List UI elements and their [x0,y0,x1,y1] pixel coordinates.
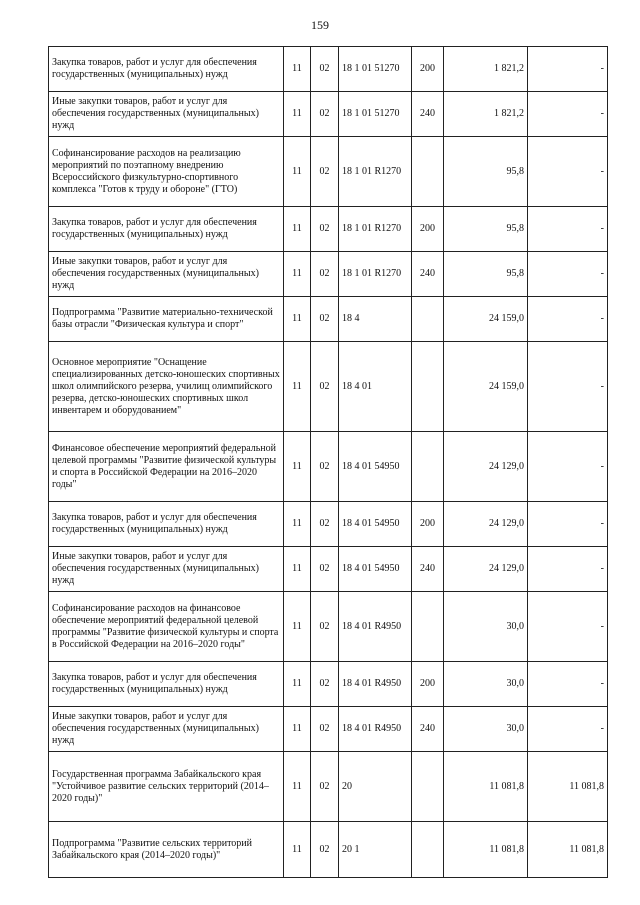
target-article-code: 18 4 [339,297,412,342]
row-name: Закупка товаров, работ и услуг для обеспечения государственных (муниципальных) нужд [49,662,284,707]
expense-type-code [412,137,444,207]
table-row [49,47,608,92]
section-code: 11 [284,252,311,297]
amount-total: 1 821,2 [444,92,528,137]
expense-type-code: 240 [412,707,444,752]
subsection-code: 02 [311,752,339,822]
row-name: Софинансирование расходов на реализацию мероприятий по поэтапному внедрению Всероссийского физкультурно-спортивного комплекса "Готов к труду и обороне" (ГТО) [49,137,284,207]
table-row [49,137,608,207]
row-name: Иные закупки товаров, работ и услуг для обеспечения государственных (муниципальных) нужд [49,252,284,297]
expense-type-code [412,822,444,878]
target-article-code: 18 1 01 51270 [339,47,412,92]
target-article-code: 18 4 01 54950 [339,502,412,547]
amount-subvention: 11 081,8 [528,822,608,878]
section-code: 11 [284,502,311,547]
amount-total: 95,8 [444,207,528,252]
table-row [49,502,608,547]
amount-subvention: - [528,547,608,592]
section-code: 11 [284,342,311,432]
section-code: 11 [284,137,311,207]
expense-type-code: 240 [412,547,444,592]
subsection-code: 02 [311,547,339,592]
target-article-code: 18 1 01 R1270 [339,207,412,252]
table-body [49,47,608,878]
expense-type-code: 200 [412,502,444,547]
row-name: Подпрограмма "Развитие материально-технической базы отрасли "Физическая культура и спорт" [49,297,284,342]
expense-type-code [412,752,444,822]
amount-total: 24 159,0 [444,342,528,432]
section-code: 11 [284,92,311,137]
target-article-code: 18 4 01 R4950 [339,662,412,707]
subsection-code: 02 [311,92,339,137]
expense-type-code: 240 [412,252,444,297]
section-code: 11 [284,547,311,592]
expense-type-code: 240 [412,92,444,137]
row-name: Иные закупки товаров, работ и услуг для обеспечения государственных (муниципальных) нужд [49,707,284,752]
amount-subvention: 11 081,8 [528,752,608,822]
row-name: Софинансирование расходов на финансовое обеспечение мероприятий федеральной целевой программы "Развитие физической культуры и спорта в Российской Федерации на 2016–2020 годы" [49,592,284,662]
table-row [49,547,608,592]
table-row [49,432,608,502]
row-name: Иные закупки товаров, работ и услуг для обеспечения государственных (муниципальных) нужд [49,547,284,592]
subsection-code: 02 [311,592,339,662]
subsection-code: 02 [311,252,339,297]
budget-table [48,46,608,878]
subsection-code: 02 [311,707,339,752]
amount-total: 24 129,0 [444,547,528,592]
section-code: 11 [284,707,311,752]
subsection-code: 02 [311,342,339,432]
row-name: Закупка товаров, работ и услуг для обеспечения государственных (муниципальных) нужд [49,502,284,547]
target-article-code: 18 4 01 [339,342,412,432]
table-row [49,662,608,707]
amount-subvention: - [528,662,608,707]
table-row [49,252,608,297]
table-row [49,342,608,432]
amount-subvention: - [528,502,608,547]
amount-subvention: - [528,592,608,662]
row-name: Иные закупки товаров, работ и услуг для обеспечения государственных (муниципальных) нужд [49,92,284,137]
target-article-code: 18 1 01 R1270 [339,137,412,207]
amount-total: 24 159,0 [444,297,528,342]
amount-total: 95,8 [444,137,528,207]
amount-subvention: - [528,47,608,92]
table-row [49,592,608,662]
expense-type-code: 200 [412,47,444,92]
amount-total: 30,0 [444,707,528,752]
amount-subvention: - [528,707,608,752]
section-code: 11 [284,297,311,342]
target-article-code: 18 4 01 54950 [339,432,412,502]
expense-type-code [412,297,444,342]
page-number: 159 [311,18,329,32]
row-name: Основное мероприятие "Оснащение специализированных детско-юношеских спортивных школ олимпийского резерва, училищ олимпийского резерва, детско-юношеских спортивных школ инвентарем и оборудованием" [49,342,284,432]
row-name: Государственная программа Забайкальского края "Устойчивое развитие сельских территорий (2014–2020 годы)" [49,752,284,822]
expense-type-code: 200 [412,662,444,707]
target-article-code: 18 4 01 R4950 [339,592,412,662]
expense-type-code [412,592,444,662]
table-row [49,92,608,137]
target-article-code: 18 1 01 R1270 [339,252,412,297]
subsection-code: 02 [311,47,339,92]
table-row [49,207,608,252]
target-article-code: 20 1 [339,822,412,878]
section-code: 11 [284,822,311,878]
section-code: 11 [284,207,311,252]
table-row [49,752,608,822]
amount-total: 11 081,8 [444,752,528,822]
row-name: Закупка товаров, работ и услуг для обеспечения государственных (муниципальных) нужд [49,207,284,252]
amount-total: 11 081,8 [444,822,528,878]
subsection-code: 02 [311,297,339,342]
subsection-code: 02 [311,207,339,252]
subsection-code: 02 [311,662,339,707]
subsection-code: 02 [311,432,339,502]
table-row [49,707,608,752]
section-code: 11 [284,592,311,662]
amount-total: 1 821,2 [444,47,528,92]
amount-subvention: - [528,432,608,502]
subsection-code: 02 [311,822,339,878]
target-article-code: 18 1 01 51270 [339,92,412,137]
section-code: 11 [284,47,311,92]
table-row [49,822,608,878]
amount-total: 95,8 [444,252,528,297]
row-name: Закупка товаров, работ и услуг для обеспечения государственных (муниципальных) нужд [49,47,284,92]
amount-subvention: - [528,207,608,252]
expense-type-code [412,342,444,432]
amount-total: 24 129,0 [444,502,528,547]
amount-total: 30,0 [444,592,528,662]
row-name: Финансовое обеспечение мероприятий федеральной целевой программы "Развитие физической культуры и спорта в Российской Федерации на 2016–2020 годы" [49,432,284,502]
target-article-code: 18 4 01 R4950 [339,707,412,752]
section-code: 11 [284,432,311,502]
expense-type-code: 200 [412,207,444,252]
table-row [49,297,608,342]
expense-type-code [412,432,444,502]
amount-subvention: - [528,137,608,207]
section-code: 11 [284,752,311,822]
subsection-code: 02 [311,502,339,547]
subsection-code: 02 [311,137,339,207]
amount-subvention: - [528,252,608,297]
amount-subvention: - [528,342,608,432]
target-article-code: 20 [339,752,412,822]
amount-subvention: - [528,297,608,342]
target-article-code: 18 4 01 54950 [339,547,412,592]
row-name: Подпрограмма "Развитие сельских территорий Забайкальского края (2014–2020 годы)" [49,822,284,878]
section-code: 11 [284,662,311,707]
amount-subvention: - [528,92,608,137]
amount-total: 30,0 [444,662,528,707]
amount-total: 24 129,0 [444,432,528,502]
